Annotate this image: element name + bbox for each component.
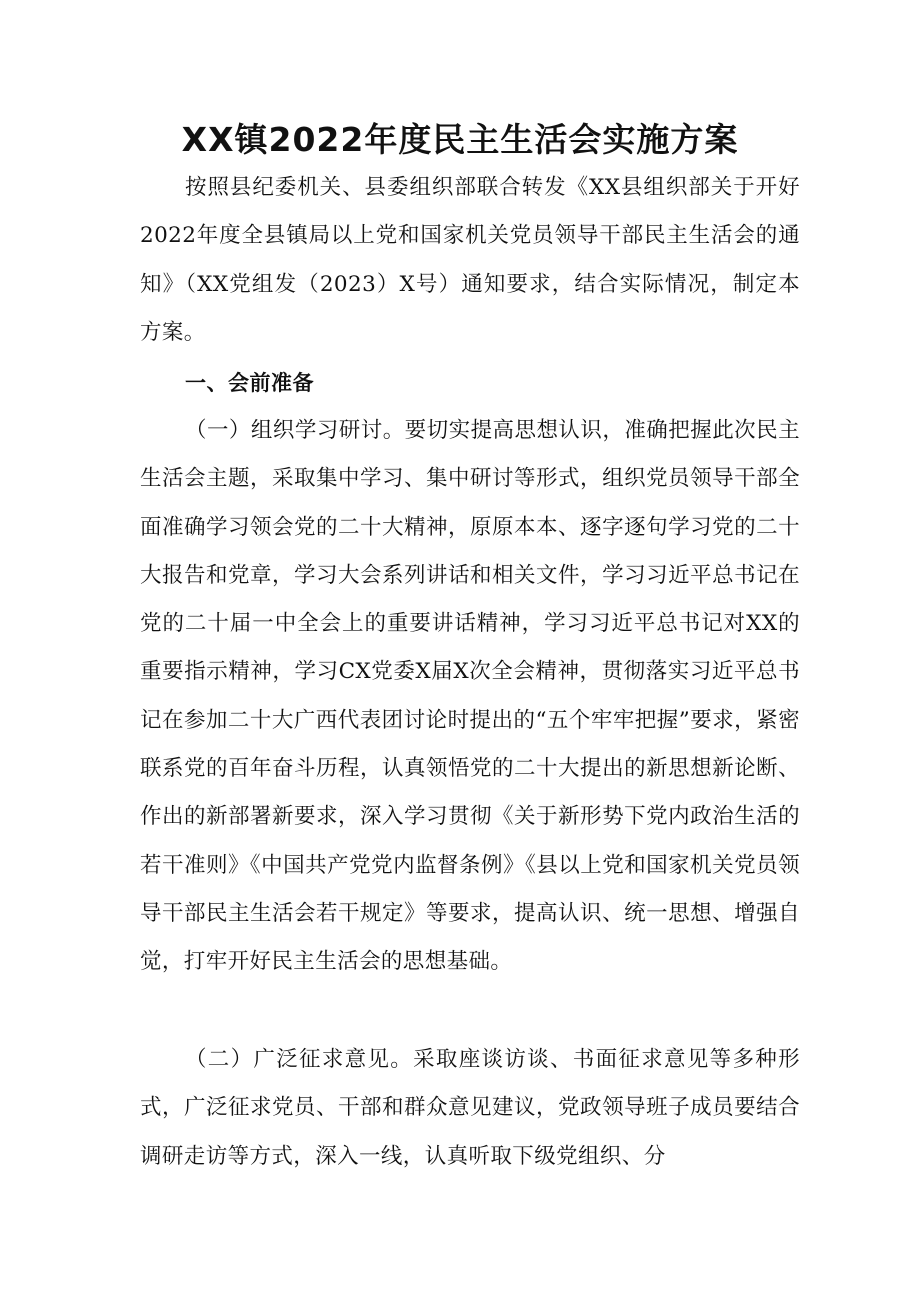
document-title: XX镇2022年度民主生活会实施方案 — [181, 120, 739, 159]
section-heading-preparation: 一、会前准备 — [185, 371, 314, 395]
intro-paragraph: 按照县纪委机关、县委组织部联合转发《XX县组织部关于开好2022年度全县镇局以上党和国家机关党员领导干部民主生活会的通知》（XX党组发（2023）X号）通知要求，结合实际情况，制定本方案。 — [140, 175, 800, 345]
opinion-paragraph: （二）广泛征求意见。采取座谈访谈、书面征求意见等多种形式，广泛征求党员、干部和群众意见建议，党政领导班子成员要结合调研走访等方式，深入一线，认真听取下级党组织、分 — [140, 1047, 800, 1169]
study-paragraph: （一）组织学习研讨。要切实提高思想认识，准确把握此次民主生活会主题，采取集中学习、集中研讨等形式，组织党员领导干部全面准确学习领会党的二十大精神，原原本本、逐字逐句学习党的二十大报告和党章，学习大会系列讲话和相关文件，学习习近平总书记在党的二十届一中全会上的重要讲话精神，学习习近平总书记对XX的重要指示精神，学习CX党委X届X次全会精神，贯彻落实习近平总书记在参加二十大广西代表团讨论时提出的“五个牢牢把握”要求，紧密联系党的百年奋斗历程，认真领悟党的二十大提出的新思想新论断、作出的新部署新要求，深入学习贯彻《关于新形势下党内政治生活的若干准则》《中国共产党党内监督条例》《县以上党和国家机关党员领导干部民主生活会若干规定》等要求，提高认识、统一思想、增强自觉，打牢开好民主生活会的思想基础。 — [140, 418, 800, 975]
